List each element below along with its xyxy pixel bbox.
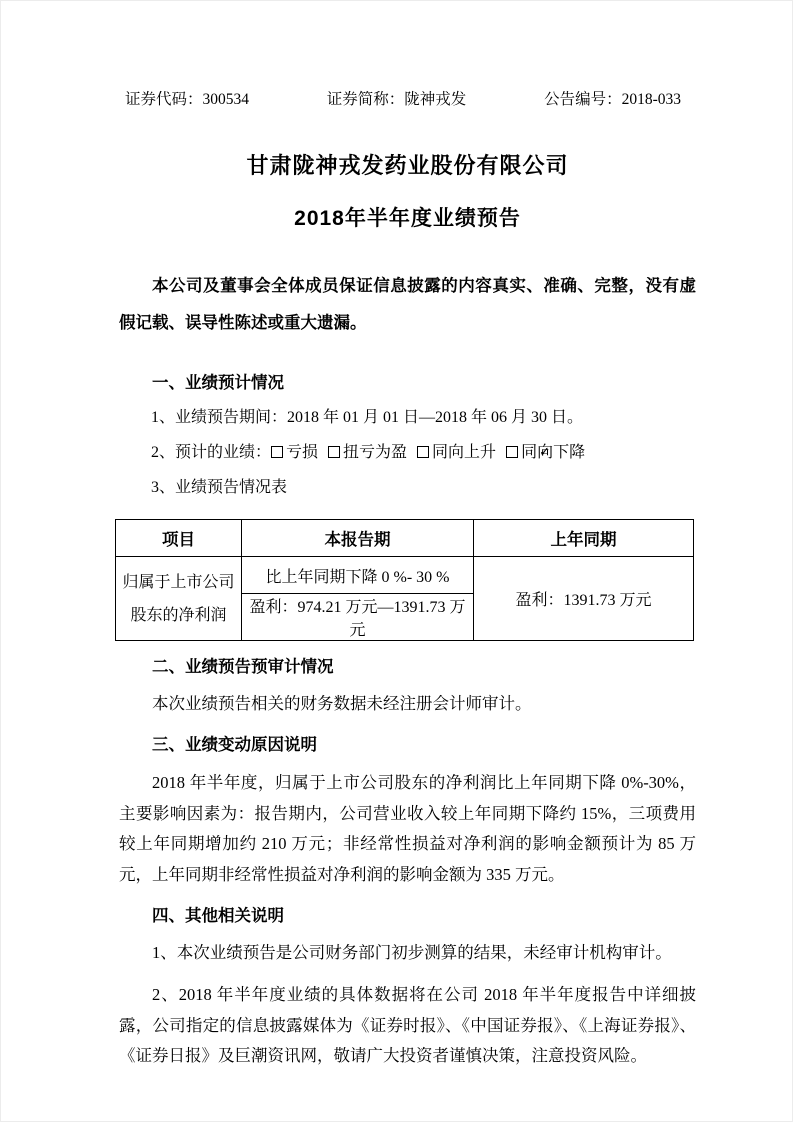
page-content [1,1,792,1072]
section3-body: 2018 年半年度，归属于上市公司股东的净利润比上年同期下降 0%-30%，主要影响因素为：报告期内，公司营业收入较上年同期下降约 15%，三项费用较上年同期增加约 210 万元；非经常性损益对净利润的影响金额预计为 85 万元，上年同期非经常性损益对净利润的影响金额为 335 万元。 [119,773,696,884]
stock-code: 证券代码：300534 [125,91,250,108]
col-header-item: 项目 [116,520,242,557]
option-label: 同向上升 [432,444,497,461]
disclaimer-statement: 本公司及董事会全体成员保证信息披露的内容真实、准确、完整，没有虚假记载、误导性陈述或重大遗漏。 [119,277,696,332]
table-row [116,557,694,594]
checkbox-unchecked-icon [271,446,283,458]
section1-heading: 一、业绩预计情况 [152,374,284,392]
checkbox-checked-icon [506,446,518,458]
section2-body: 本次业绩预告相关的财务数据未经注册会计师审计。 [152,694,532,713]
col-header-current-period: 本报告期 [242,520,474,557]
section3-heading: 三、业绩变动原因说明 [152,736,317,754]
checkbox-unchecked-icon [417,446,429,458]
item-line1: 归属于上市公司 [122,573,235,591]
cell-prior-profit: 盈利：1391.73 万元 [474,557,694,641]
cell-item [116,557,242,641]
table-header-row [116,520,694,557]
section2-heading: 二、业绩预告预审计情况 [152,658,334,676]
stock-name: 证券简称：陇神戎发 [326,91,467,108]
forecast-table-label: 3、业绩预告情况表 [151,479,288,496]
section4-heading: 四、其他相关说明 [152,907,284,925]
section4-item1: 1、本次业绩预告是公司财务部门初步测算的结果，未经审计机构审计。 [152,943,672,962]
forecast-option [271,444,318,461]
col-header-prior-period: 上年同期 [474,520,694,557]
option-label: 同向下降 [521,444,586,461]
announcement-number: 公告编号：2018-033 [544,91,681,108]
forecast-table [115,519,694,641]
report-title: 2018年半年度业绩预告 [294,207,521,230]
option-label: 扭亏为盈 [343,444,408,461]
option-label: 亏损 [286,444,319,461]
expected-performance-label: 2、预计的业绩： [151,444,272,461]
checkbox-unchecked-icon [328,446,340,458]
document-header-line [125,87,681,109]
item-line2: 股东的净利润 [130,606,227,624]
expected-performance-line [119,442,696,464]
forecast-option [417,444,496,461]
cell-current-profit: 盈利：974.21 万元—1391.73 万元 [242,594,474,641]
forecast-period: 1、业绩预告期间：2018 年 01 月 01 日—2018 年 06 月 30 日。 [151,409,584,426]
cell-current-change: 比上年同期下降 0 %- 30 % [242,557,474,594]
section4-item2: 2、2018 年半年度业绩的具体数据将在公司 2018 年半年度报告中详细披露，公司指定的信息披露媒体为《证券时报》、《中国证券报》、《上海证券报》、《证券日报》及巨潮资讯网，敬请广大投资者谨慎决策，注意投资风险。 [119,985,696,1065]
forecast-option [328,444,407,461]
forecast-options [271,444,595,461]
company-title: 甘肃陇神戎发药业股份有限公司 [246,153,569,178]
forecast-option [506,444,585,461]
